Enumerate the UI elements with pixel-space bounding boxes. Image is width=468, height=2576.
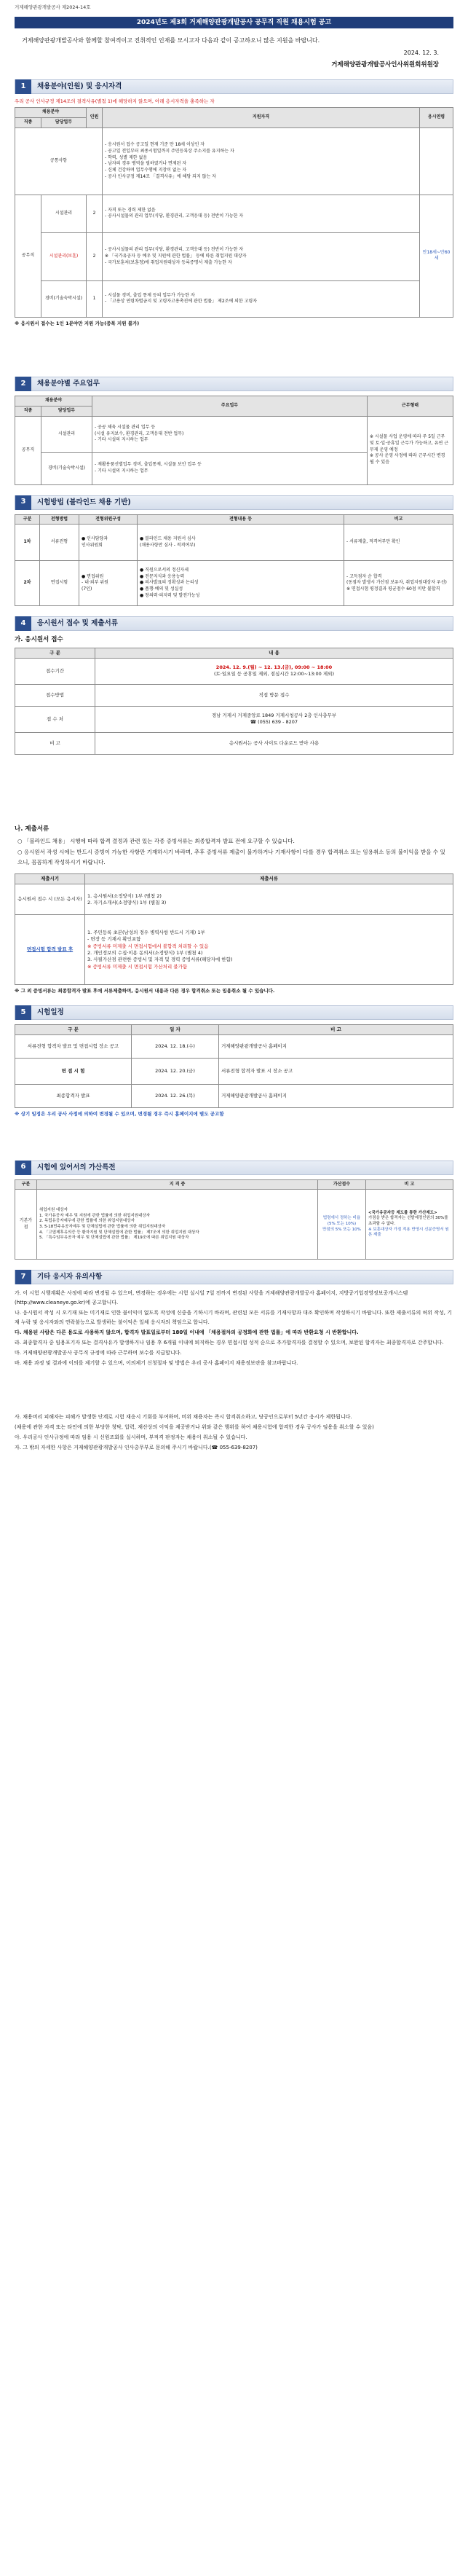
section-1-header [15,79,453,94]
page-title: 2024년도 제3회 거제해양관광개발공사 공무직 직원 채용시험 공고 [15,17,453,28]
exam-method-table: 구분 전형방법 전형위원구성 전형내용 등 비고 1차 서류전형 ● 인사담당과 인사위원회 ● 블라인드 채용 지원서 심사 (채용사항만 심사 - 적격여부) - 서류제출, 적격여부만 확인 2차 면접시험 ● 면접위원 - 내·외부 위원 (7인) ● 직원으로서의 정신자세 ● 전문지식과 응용능력 ● 의사발표의 정확성과 논리성 ● 품행·예의 및 성실성 ● 창의력·의지력 및 발전가능성 - 고득점자 순 합격 (동점자 발생시 가산점 보유자, 취업지원대상자 우선) ※ 면접시험 평정결과 평균점수 60점 미만 불합격 [15,514,453,607]
th-job: 직종 [15,118,41,128]
task-name: 경비(기술숙박시설) [41,280,87,317]
eligibility-warning: 우리 공사 인사규정 제14조의 결격사유(별첨 1)에 해당하지 않으며, 아래 응시자격을 충족하는 자 [15,98,215,104]
bonus-table: 구분 지 격 증 가산점수 비 고 기본가점 취업지원 대상자 1. 국가유공자 예우 및 지원에 관한 법률에 의한 취업지원대상자 2. 독립유공자예우에 관한 법률에 의한 취업지원대상자 3. 5·18민주유공자예우 및 단체설립에 관한 법률에 의한 취업지원대상자 4. 「고엽제후유의증 등 환자지원 및 단체설립에 관한 법률」 제7조에 의한 취업지원 대상자 5. 「특수임무유공자 예우 및 단체설립에 관한 법률」 제19조에 따른 취업지원 대상자 법령에서 정하는 비율(5% 또는 10%) 만점의 5% 또는 10% <국가유공자등 제도를 통한 가산제도> 가점을 받은 합격자는 선발예정인원의 30%를 초과할 수 없다. ※ 보훈대상자 가점 적용 반영시 신분증명서 원본 제출 [15,1179,453,1260]
announcement-date: 2024. 12. 3. [403,50,439,57]
task-qualification: - 자격 또는 경력 제한 없음 - 공사시설물의 관리 업무(식당, 환경관리, 고객응대 등) 전반이 가능한 자 [103,195,420,232]
subsection-b: 나. 제출서류 [15,825,49,833]
task-qualification: - 공사시설물의 관리 업무(식당, 환경관리, 고객응대 등) 전반이 가능한 자 ※ 「국가유공자 등 예우 및 지원에 관한 법률」 등에 따른 취업지원 대상자 - 국가보훈처(보훈청)에 취업지원대상자 등록증명서 제출 가능한 자 [103,232,420,280]
section-5-header: 5 시험일정 [15,1005,453,1020]
section-title: 채용분야(인원) 및 응시자격 [37,82,122,91]
issuer-name: 거제해양관광개발공사인사위원회위원장 [331,60,439,68]
th-task: 담당업무 [41,118,87,128]
announcement-page: 거제해양관광개발공사 제2024-14호 2024년도 제3회 거제해양관광개발공사 공무직 직원 채용시험 공고 거제해양관광개발공사와 함께할 참여적이고 진취적인 인재를 모시고자 다음과 같이 공고하오니 많은 지원을 바랍니다. 2024. 12. 3. 거제해양관광개발공사인사위원회위원장 1 채용분야(인원) 및 응시자격 우리 공사 인사규정 제14조의 결격사유(별첨 1)에 해당하지 않으며, 아래 응시자격을 충족하는 자 채용분야 인원 지원자격 응시연령 직종 담당업무 공통사항 - 응시원서 접수 공고일 현재 기준 만 18세 이상인 자 - 공고일 전일부터 최종시험일까지 주민등록상 주소지를 유지하는 자 - 학력, 성별 제한 없음 - 남자의 경우 병역을 필하였거나 면제된 자 - 신체 건강하며 업무수행에 지장이 없는 자 - 공사 인사규정 제14조 「결격사유」에 해당 되지 않는 자 공무직 시설관리 2 - 자격 또는 경력 제한 없음 - 공사시설물의 관리 업무(식당, 환경관리, 고객응대 등) 전반이 가능한 자 만18세~만60세 시설관리(보훈) 2 - 공사시설물의 관리 업무(식당, 환경관리, 고객응대 등) 전반이 가능한 자 ※ 「국가유공자 등 예우 및 지원에 관한 법률」 등에 따른 취업지원 대상자 - 국가보훈처(보훈청)에 취업지원대상자 등록증명서 제출 가능한 자 경비(기술숙박시설) 1 - 시설물 경비, 출입 통제 등의 업무가 가능한 자 - 「고용상 연령차별금지 및 고령자고용촉진에 관한 법률」 제2조에 의한 고령자 ※ 응시원서 접수는 1인 1분야만 지원 가능(중복 지원 불가) 2 채용분야별 주요업무 채용분야 주요업무 근무형태 직종 담당업무 공무직 시설관리 - 공공 체육 시설물 관리 업무 등 (시설 유지보수, 환경관리, 고객응대 전반 업무) - 기타 시설의 지시하는 업무 ※ 시설물 사업 운영에 따라 주 5일 근무 및 토·일·공휴일 근무가 가능하고, 유연 근무제 운영 예정 ※ 공사 운영 사정에 따라 근무시간 변경 될 수 있음 경비(기술숙박시설) - 재활용품선별업무 경비, 출입통제, 시설물 보안 업무 등 - 기타 시설의 지시하는 업무 3 시험방법 (블라인드 채용 기반) 구분 전형방법 전형위원구성 전형내용 등 비고 1차 서류전형 ● 인사담당과 인사위원회 ● 블라인드 채용 지원서 심사 (채용사항만 심사 - 적격여부) - 서류제출, 적격여부만 확인 2차 면접시험 ● 면접위원 - 내·외부 위원 (7인) ● 직원으로서의 정신자세 ● 전문지식과 응용능력 ● 의사발표의 정확성과 논리성 ● 품행·예의 및 성실성 ● 창의력·의지력 및 발전가능성 - 고득점자 순 합격 (동점자 발생시 가산점 보유자, 취업지원대상자 우선) ※ 면접시험 평정결과 평균점수 60점 미만 불합격 4 응시원서 접수 및 제출서류 가. 응시원서 접수 구 분 내 용 접수기간 2024. 12. 9.(월) ~ 12. 13.(금), 09:00 ~ 18:00 (토·일요일 등 공휴일 제외, 점심시간 12:00~13:00 제외) 접수방법 직접 방문 접수 접 수 처 경남 거제시 거제중앙로 1849 거제시청공사 2층 인사총무부 ☎ (055) 639 - 8207 비 고 응시원서는 공사 사이트 다운로드 받아 사용 나. 제출서류 ○ 「블라인드 채용」 시행에 따라 합격 결정과 관련 있는 각종 증빙서류는 최종합격자 발표 전에 요구할 수 있습니다. ○ 응시원서 작성 시에는 반드시 증빙이 가능한 사항만 기재하시기 바라며, 추후 증빙서류 제출이 불가하거나 기재사항이 다를 경우 합격취소 또는 임용취소 등의 불이익을 받을 수 있으니, 꼼꼼하게 작성하시기 바랍니다. 제출시기 제출서류 응시원서 접수 시 (모든 응시자) 1. 응시원서(소정양식) 1부 (별첨 2) 2. 자기소개서(소정양식) 1부 (별첨 3) 면접시험 합격 발표 후 1. 주민등록 초본(남성의 경우 병역사항 반드시 기재) 1부 - 면장 등 기재시 확인포함 ※ 증빙서류 미제출 시 면접시험에서 불합격 처리할 수 있음 2. 개인정보의 수집·이용 동의서(소정양식) 1부 (별첨 4) 3. 사필가산점 관련한 증빙서 및 자격 및 경력 증빙서류(해당자에 한함) ※ 증빙서류 미제출 시 면접시험 가산처리 불가함 ※ 그 외 증빙서류는 최종합격자 발표 후에 서류제출하며, 응시원서 내용과 다른 경우 합격취소 또는 임용취소 될 수 있습니다. 5 시험일정 구 분 일 자 비 고 서류전형 합격자 발표 및 면접시험 장소 공고 2024. 12. 18.(수) 거제해양관광개발공사 홈페이지 면 접 시 험 2024. 12. 20.(금) 서류전형 합격자 발표 시 장소 공고 최종합격자 발표 2024. 12. 26.(목) 거제해양관광개발공사 홈페이지 ※ 상기 일정은 우리 공사 사정에 의하여 변경될 수 있으며, 변경될 경우 즉시 홈페이지에 별도 공고함 6 시험에 있어서의 가산특전 구분 지 격 증 가산점수 비 고 기본가점 취업지원 대상자 1. 국가유공자 예우 및 지원에 관한 법률에 의한 취업지원대상자 2. 독립유공자예우에 관한 법률에 의한 취업지원대상자 3. 5·18민주유공자예우 및 단체설립에 관한 법률에 의한 취업지원대상자 4. 「고엽제후유의증 등 환자지원 및 단체설립에 관한 법률」 제7조에 의한 취업지원 대상자 5. 「특수임무유공자 예우 및 단체설립에 관한 법률」 제19조에 따른 취업지원 대상자 법령에서 정하는 비율(5% 또는 10%) 만점의 5% 또는 10% <국가유공자등 제도를 통한 가산제도> 가점을 받은 합격자는 선발예정인원의 30%를 초과할 수 없다. ※ 보훈대상자 가점 적용 반영시 신분증명서 원본 제출 7 기타 응시자 유의사항 가. 이 시험 시행계획은 사정에 따라 변경될 수 있으며, 변경하는 경우에는 시험 실시일 7일 전까지 변경된 사항을 거제해양관광개발공사 홈페이지, 지방공기업경영정보공개시스템(http://www.cleaneye.go.kr)에 공고합니다. 나. 응시원서 작성 시 오기재 또는 미기재로 인한 불이익이 없도록 작성에 신중을 기하시기 바라며, 관련된 모든 서류를 기재사항과 대조 확인하며 작성하시기 바랍니다. 또한 제출서류의 허위 작성, 기재 누락 및 응시자와의 연락불능으로 발생하는 불이익은 일체 응시자의 책임으로 합니다. 다. 채용된 사람은 다른 용도로 사용하지 않으며, 합격자 발표일로부터 180일 이내에 「채용절차의 공정화에 관한 법률」에 따라 반환요청 시 반환합니다. 라. 최종합격자 중 임용포기자 또는 결격사유가 발생하거나 임용 후 6개월 이내에 퇴직하는 경우 면접시험 성적 순으로 추가합격자를 결정할 수 있으며, 보완된 합격자는 최종합격자로 간주합니다. 마. 거제해양관광개발공사 공무직 규정에 따라 근무하며 보수를 지급합니다. 바. 채용 과정 및 결과에 이의를 제기할 수 있으며, 이의제기 신청절차 및 방법은 우리 공사 홈페이지 채용정보란을 참고바랍니다. 사. 채용비리 피해자는 피해가 발생한 단계로 시험 재응시 기회를 부여하며, 비위 채용자는 즉시 합격취소하고, 당공인으로부터 5년간 응시가 제한됩니다. (채용에 관한 자격 또는 타인에 의한 부당한 청탁, 압력, 재산상의 이익을 제공받거나 위와 같은 행위를 하여 채용시험에 합격한 경우 공사가 임용을 취소할 수 있음) 아. 우리공사 인사규정에 따라 임용 시 신원조회를 실시하며, 부적격 판정자는 채용이 취소될 수 있습니다. 자. 그 밖의 자세한 사항은 거제해양관광개발공사 인사총무부로 문의해 주시기 바랍니다.(☎ 055-639-8207) [0,0,468,1461]
th-field: 채용분야 [15,108,87,118]
task-count: 1 [87,280,103,317]
th-age: 응시연령 [420,108,453,127]
section-6-header: 6 시험에 있어서의 가산특전 [15,1161,453,1175]
task-count: 2 [87,232,103,280]
th-qualification: 지원자격 [103,108,420,127]
task-count: 2 [87,195,103,232]
subsection-a: 가. 응시원서 접수 [15,636,63,644]
recruitment-table [15,107,453,317]
notice-list-2: 사. 채용비리 피해자는 피해가 발생한 단계로 시험 재응시 기회를 부여하며, 비위 채용자는 즉시 합격취소하고, 당공인으로부터 5년간 응시가 제한됩니다. (채용에 관한 자격 또는 타인에 의한 부당한 청탁, 압력, 재산상의 이익을 제공받거나 위와 같은 행위를 하여 채용시험에 합격한 경우 공사가 임용을 취소할 수 있음) 아. 우리공사 인사규정에 따라 임용 시 신원조회를 실시하며, 부적격 판정자는 채용이 취소될 수 있습니다. 자. 그 밖의 자세한 사항은 거제해양관광개발공사 인사총무부로 문의해 주시기 바랍니다.(☎ 055-639-8207) [15,1413,374,1450]
section-number: 1 [15,79,31,94]
application-table: 구 분 내 용 접수기간 2024. 12. 9.(월) ~ 12. 13.(금), 09:00 ~ 18:00 (토·일요일 등 공휴일 제외, 점심시간 12:00~13:00 제외) 접수방법 직접 방문 접수 접 수 처 경남 거제시 거제중앙로 1849 거제시청공사 2층 인사총무부 ☎ (055) 639 - 8207 비 고 응시원서는 공사 사이트 다운로드 받아 사용 [15,648,453,755]
common-conditions: - 응시원서 접수 공고일 현재 기준 만 18세 이상인 자 - 공고일 전일부터 최종시험일까지 주민등록상 주소지를 유지하는 자 - 학력, 성별 제한 없음 - 남자의 경우 병역을 필하였거나 면제된 자 - 신체 건강하며 업무수행에 지장이 없는 자 - 공사 인사규정 제14조 「결격사유」에 해당 되지 않는 자 [103,127,420,195]
documents-table: 제출시기 제출서류 응시원서 접수 시 (모든 응시자) 1. 응시원서(소정양식) 1부 (별첨 2) 2. 자기소개서(소정양식) 1부 (별첨 3) 면접시험 합격 발표 후 1. 주민등록 초본(남성의 경우 병역사항 반드시 기재) 1부 - 면장 등 기재시 확인포함 ※ 증빙서류 미제출 시 면접시험에서 불합격 처리할 수 있음 2. 개인정보의 수집·이용 동의서(소정양식) 1부 (별첨 4) 3. 사필가산점 관련한 증빙서 및 자격 및 경력 증빙서류(해당자에 한함) ※ 증빙서류 미제출 시 면접시험 가산처리 불가함 [15,873,453,985]
job-type: 공무직 [15,195,41,317]
th-count: 인원 [87,108,103,127]
task-qualification: - 시설물 경비, 출입 통제 등의 업무가 가능한 자 - 「고용상 연령차별금지 및 고령자고용촉진에 관한 법률」 제2조에 의한 고령자 [103,280,420,317]
intro-text: 거제해양관광개발공사와 함께할 참여적이고 진취적인 인재를 모시고자 다음과 같이 공고하오니 많은 지원을 바랍니다. [22,37,320,44]
age-range: 만18세~만60세 [420,195,453,317]
work-type: ※ 시설물 사업 운영에 따라 주 5일 근무 및 토·일·공휴일 근무가 가능하고, 유연 근무제 운영 예정 ※ 공사 운영 사정에 따라 근무시간 변경 될 수 있음 [368,416,453,484]
section-7-header: 7 기타 응시자 유의사항 [15,1270,453,1284]
notice-list: 가. 이 시험 시행계획은 사정에 따라 변경될 수 있으며, 변경하는 경우에는 시험 실시일 7일 전까지 변경된 사항을 거제해양관광개발공사 홈페이지, 지방공기업경영정보공개시스템(http://www.cleaneye.go.kr)에 공고합니다. 나. 응시원서 작성 시 오기재 또는 미기재로 인한 불이익이 없도록 작성에 신중을 기하시기 바라며, 관련된 모든 서류를 기재사항과 대조 확인하며 작성하시기 바랍니다. 또한 제출서류의 허위 작성, 기재 누락 및 응시자와의 연락불능으로 발생하는 불이익은 일체 응시자의 책임으로 합니다. 다. 채용된 사람은 다른 용도로 사용하지 않으며, 합격자 발표일로부터 180일 이내에 「채용절차의 공정화에 관한 법률」에 따라 반환요청 시 반환합니다. 라. 최종합격자 중 임용포기자 또는 결격사유가 발생하거나 임용 후 6개월 이내에 퇴직하는 경우 면접시험 성적 순으로 추가합격자를 결정할 수 있으며, 보완된 합격자는 최종합격자로 간주합니다. 마. 거제해양관광개발공사 공무직 규정에 따라 근무하며 보수를 지급합니다. 바. 채용 과정 및 결과에 이의를 제기할 수 있으며, 이의제기 신청절차 및 방법은 우리 공사 홈페이지 채용정보란을 참고바랍니다. [15,1290,452,1366]
section-3-header: 3 시험방법 (블라인드 채용 기반) [15,495,453,510]
common-label: 공통사항 [15,127,103,195]
task-name: 시설관리 [41,195,87,232]
duties-table: 채용분야 주요업무 근무형태 직종 담당업무 공무직 시설관리 - 공공 체육 시설물 관리 업무 등 (시설 유지보수, 환경관리, 고객응대 전반 업무) - 기타 시설의 지시하는 업무 ※ 시설물 사업 운영에 따라 주 5일 근무 및 토·일·공휴일 근무가 가능하고, 유연 근무제 운영 예정 ※ 공사 운영 사정에 따라 근무시간 변경 될 수 있음 경비(기술숙박시설) - 재활용품선별업무 경비, 출입통제, 시설물 보안 업무 등 - 기타 시설의 지시하는 업무 [15,396,453,484]
task-name: 시설관리(보훈) [41,232,87,280]
section-4-header: 4 응시원서 접수 및 제출서류 [15,616,453,631]
section-1-note: ※ 응시원서 접수는 1인 1분야만 지원 가능(중복 지원 불가) [15,320,140,326]
schedule-table: 구 분 일 자 비 고 서류전형 합격자 발표 및 면접시험 장소 공고 2024. 12. 18.(수) 거제해양관광개발공사 홈페이지 면 접 시 험 2024. 12. 20.(금) 서류전형 합격자 발표 시 장소 공고 최종합격자 발표 2024. 12. 26.(목) 거제해양관광개발공사 홈페이지 [15,1024,453,1108]
document-number: 거제해양관광개발공사 제2024-14호 [15,4,91,10]
section-2-header: 2 채용분야별 주요업무 [15,377,453,391]
